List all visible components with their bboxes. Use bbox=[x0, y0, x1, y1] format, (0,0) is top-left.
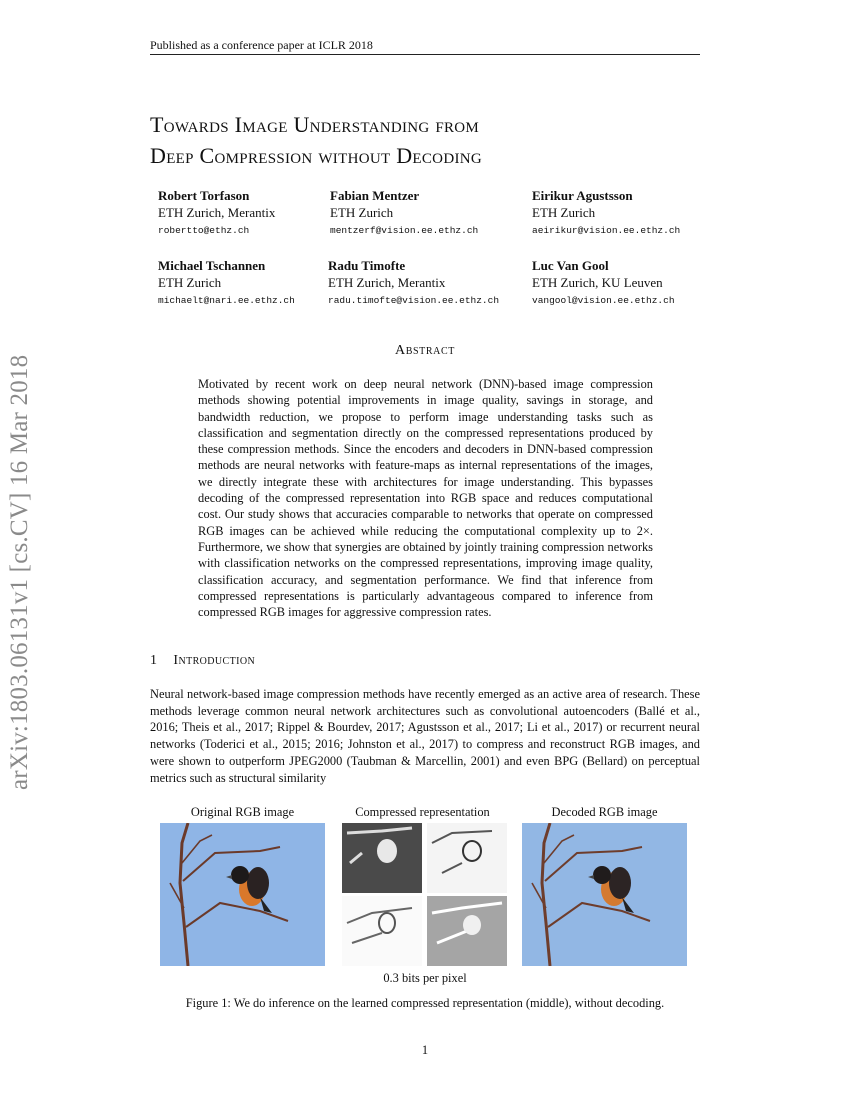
author-name: Fabian Mentzer bbox=[330, 188, 420, 203]
section-heading bbox=[150, 653, 700, 669]
author-name: Michael Tschannen bbox=[158, 258, 266, 273]
author-email[interactable]: aeirikur@vision.ee.ethz.ch bbox=[532, 225, 681, 236]
title-line-2: Deep Compression without Decoding bbox=[150, 143, 483, 168]
author-block bbox=[328, 257, 499, 311]
figure-bitrate-label: 0.3 bits per pixel bbox=[383, 971, 467, 985]
figure-label-decoded: Decoded RGB image bbox=[551, 805, 658, 819]
introduction-text: Neural network-based image compression methods have recently emerged as an active area of research. These methods leverage common neural network architectures such as convolutional autoencoders (Ballé et al., 2016; Theis et al., 2017; Rippel & Bourdev, 2017; Agustsson et al., 2017; Li et al., 2017) or recurrent neural networks (Toderici et al., 2015; 2016; Johnston et al., 2017) to compress and reconstruct RGB images, and were shown to outperform JPEG2000 (Taubman & Marcellin, 2001) and even BPG (Bellard) on perceptual metrics such as structural similarity bbox=[150, 687, 700, 785]
author-block bbox=[330, 187, 478, 241]
paper-title bbox=[150, 109, 710, 171]
author-email[interactable]: radu.timofte@vision.ee.ethz.ch bbox=[328, 295, 500, 306]
author-block bbox=[158, 257, 295, 311]
author-block bbox=[532, 187, 680, 241]
author-block bbox=[532, 257, 675, 311]
header-rule bbox=[150, 54, 700, 55]
author-name: Eirikur Agustsson bbox=[532, 188, 633, 203]
author-name: Luc Van Gool bbox=[532, 258, 609, 273]
author-name: Radu Timofte bbox=[328, 258, 406, 273]
author-block bbox=[158, 187, 275, 241]
author-name: Robert Torfason bbox=[158, 188, 250, 203]
decoded-rgb-image bbox=[522, 823, 687, 966]
section-title: Introduction bbox=[173, 653, 256, 668]
section-number: 1 bbox=[150, 653, 158, 668]
author-affiliation: ETH Zurich bbox=[158, 275, 222, 290]
compressed-representation-image bbox=[342, 823, 507, 966]
author-email[interactable]: mentzerf@vision.ee.ethz.ch bbox=[330, 225, 479, 236]
title-line-1: Towards Image Understanding from bbox=[150, 112, 480, 137]
author-affiliation: ETH Zurich bbox=[532, 205, 596, 220]
author-affiliation: ETH Zurich, Merantix bbox=[158, 205, 276, 220]
figure-label-compressed: Compressed representation bbox=[355, 805, 490, 819]
author-affiliation: ETH Zurich bbox=[330, 205, 394, 220]
author-affiliation: ETH Zurich, Merantix bbox=[328, 275, 446, 290]
original-rgb-image bbox=[160, 823, 325, 966]
arxiv-identifier-stamp: arXiv:1803.06131v1 [cs.CV] 16 Mar 2018 bbox=[6, 354, 33, 790]
abstract-heading: Abstract bbox=[395, 343, 455, 358]
author-email[interactable]: vangool@vision.ee.ethz.ch bbox=[532, 295, 675, 306]
figure-caption: Figure 1: We do inference on the learned compressed representation (middle), without decoding. bbox=[185, 996, 665, 1010]
running-header: Published as a conference paper at ICLR 2018 bbox=[150, 38, 373, 52]
abstract-text: Motivated by recent work on deep neural network (DNN)-based image compression methods showing potential improvements in image quality, savings in storage, and bandwidth reduction, we propose to perform image understanding tasks such as classification and segmentation directly on the compressed representations produced by these compression methods. Since the encoders and decoders in DNN-based compression methods are neural networks with feature-maps as internal representations of the images, we directly integrate these with architectures for image understanding. This bypasses decoding of the compressed representation into RGB space and reduces computational cost. Our study shows that accuracies comparable to networks that operate on compressed RGB images can be achieved while reducing the computational complexity up to 2×. Furthermore, we show that synergies are obtained by jointly training compression networks with classification networks on the compressed representations, improving image quality, classification accuracy, and segmentation performance. We find that inference from compressed representations is particularly advantageous compared to inference from compressed RGB images for aggressive compression rates. bbox=[198, 377, 653, 620]
author-affiliation: ETH Zurich, KU Leuven bbox=[532, 275, 663, 290]
figure-label-original: Original RGB image bbox=[190, 805, 295, 819]
author-email[interactable]: michaelt@nari.ee.ethz.ch bbox=[158, 295, 295, 306]
page-number: 1 bbox=[421, 1043, 429, 1057]
author-email[interactable]: robertto@ethz.ch bbox=[158, 225, 250, 236]
